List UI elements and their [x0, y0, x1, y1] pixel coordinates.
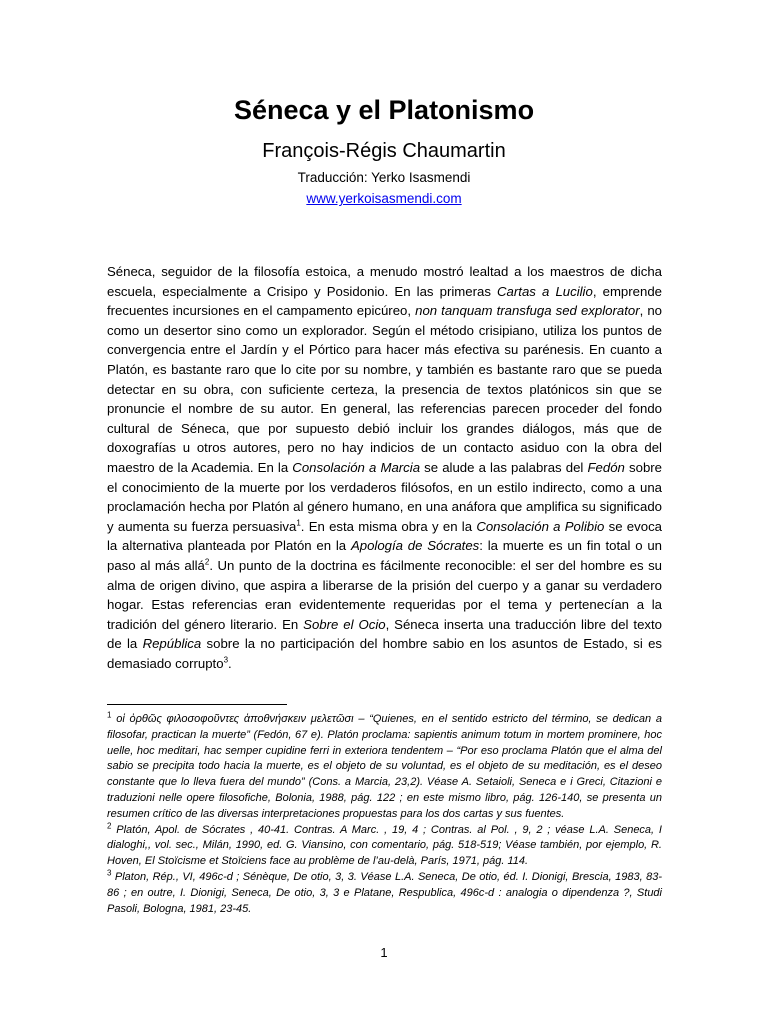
document-title: Séneca y el Platonismo — [233, 95, 535, 125]
footnote-number: 2 — [107, 820, 112, 830]
italic-title-cartas-a-lucilio: Cartas a Lucilio — [497, 283, 593, 299]
footnote-ref-1[interactable]: 1 — [296, 518, 301, 528]
author-name: François-Régis Chaumartin — [262, 140, 506, 162]
footnote-separator — [107, 704, 287, 705]
footnotes — [107, 712, 662, 917]
italic-latin-quote: non tanquam transfuga sed explorator — [415, 303, 640, 319]
footnote-number: 3 — [107, 868, 112, 878]
footnote-text: Platón, Apol. de Sócrates , 40-41. Contras. A Marc. , 19, 4 ; Contras. al Pol. , 9, 2 ; véase L.A. Seneca, I dialoghi,, vol. sec., Milán, 1990, ed. G. Viansino, con comentario, pág. 518-519; Véase también, por ejemplo, R. Hoven, El Stoïcisme et Stoïciens face au problème de l’au-delà, París, 1971, pág. 114. — [107, 823, 662, 868]
footnote-text: οἱ ὀρθῶς φιλοσοφοῦντες ἀποθνήσκειν μελετῶσι – “Quienes, en el sentido estricto del término, se dedican a filosofar, practican la muerte” (Fedón, 67 e). Platón proclama: sapientis animum totum in mortem prominere, hoc uelle, hoc meditari, hac semper cupidine ferri in exteriora tendentem – “Por eso proclama Platón que el alma del sabio se precipita todo hacia la muerte, es el objeto de su voluntad, es el objeto de su meditación, es el deseo constante que lo lleva fuera del mundo” (Cons. a Marcia, 23,2). Véase A. Setaioli, Seneca e i Greci, Citazioni e traduzioni nelle opere filosofiche, Bolonia, 1988, pág. 122 ; en este mismo libro, pág. 126-140, se presenta un resumen crítico de las diversas interpretaciones propuestas para los dos cartas y sus fuentes. — [107, 713, 662, 820]
italic-title-republica: República — [142, 636, 202, 652]
italic-title-fedon: Fedón — [587, 459, 625, 475]
italic-title-sobre-el-ocio: Sobre el Ocio — [303, 616, 386, 632]
footnote-3 — [107, 870, 662, 917]
website-link[interactable]: www.yerkoisasmendi.com — [306, 191, 462, 206]
footnote-ref-3[interactable]: 3 — [223, 655, 229, 665]
text-run: . Un punto de la doctrina es fácilmente reconocible: el ser del hombre es su alma de origen divino, que aspira a liberarse de la prisión del cuerpo y a ganar su verdadero hogar. Estas referencias eran evidentemente requeridas por el tema y pertenecían a la tradición del género literario. En — [107, 557, 662, 632]
text-run: . — [228, 655, 232, 671]
body-paragraph — [107, 262, 662, 673]
footnote-1 — [107, 712, 662, 823]
text-run: , emprende frecuentes incursiones en el campamento epicúreo, — [107, 283, 662, 319]
website-line — [0, 190, 768, 208]
text-run: . En esta misma obra y en la — [300, 518, 477, 534]
text-run: , Séneca inserta una traducción libre del texto de la — [107, 616, 662, 652]
italic-title-apologia-de-socrates: Apología de Sócrates — [350, 538, 480, 554]
body-text — [107, 262, 662, 673]
italic-title-consolacion-a-marcia: Consolación a Marcia — [292, 459, 421, 475]
text-run: , no como un desertor sino como un explorador. Según el método crisipiano, utiliza los puntos de convergencia entre el Jardín y el Pórtico para hacer más efectiva su parénesis. En cuanto a Platón, es bastante raro que lo cite por su nombre, y también es bastante raro que se pueda detectar en su obra, con suficiente certeza, la presencia de textos platónicos sin que se pronuncie el nombre de su autor. En general, las referencias parecen proceder del fondo cultural de Séneca, que por supuesto debió incluir los grandes diálogos, más que de doxografías u otros autores, pero no hay indicios de un contacto asiduo con la obra del maestro de la Academia. En la — [107, 303, 662, 475]
text-run: : la muerte es un fin total o un paso al más allá — [107, 538, 662, 573]
translator-credit: Traducción: Yerko Isasmendi — [297, 170, 471, 185]
footnote-2 — [107, 820, 662, 870]
text-run: sobre la no participación del hombre sabio en los asuntos de Estado, si es demasiado corrupto — [107, 636, 663, 671]
italic-title-consolacion-a-polibio: Consolación a Polibio — [476, 518, 605, 534]
footnote-ref-2[interactable]: 2 — [204, 557, 210, 567]
text-run: Séneca, seguidor de la filosofía estoica, a menudo mostró lealtad a los maestros de dicha escuela, especialmente a Crisipo y Posidonio. En las primeras — [107, 264, 662, 299]
text-run: se alude a las palabras del — [420, 459, 588, 475]
footnote-number: 1 — [107, 710, 112, 720]
text-run: se evoca la alternativa planteada por Platón en la — [107, 518, 662, 554]
page-number: 1 — [380, 945, 388, 960]
footnote-text: Platon, Rép., VI, 496c-d ; Sénèque, De otio, 3, 3. Véase L.A. Seneca, De otio, éd. I. Dionigi, Brescia, 1983, 83-86 ; en outre, I. Dionigi, Seneca, De otio, 3, 3 e Platane, Respublica, 496c-d : analogia o dipendenza ?, Studi Pasoli, Bologna, 1981, 23-45. — [107, 870, 662, 915]
text-run: sobre el conocimiento de la muerte por los verdaderos filósofos, en un estilo indirecto, como a una proclamación hecha por Platón al género humano, en una anáfora que amplifica su significado y aumenta su fuerza persuasiva — [107, 459, 663, 534]
